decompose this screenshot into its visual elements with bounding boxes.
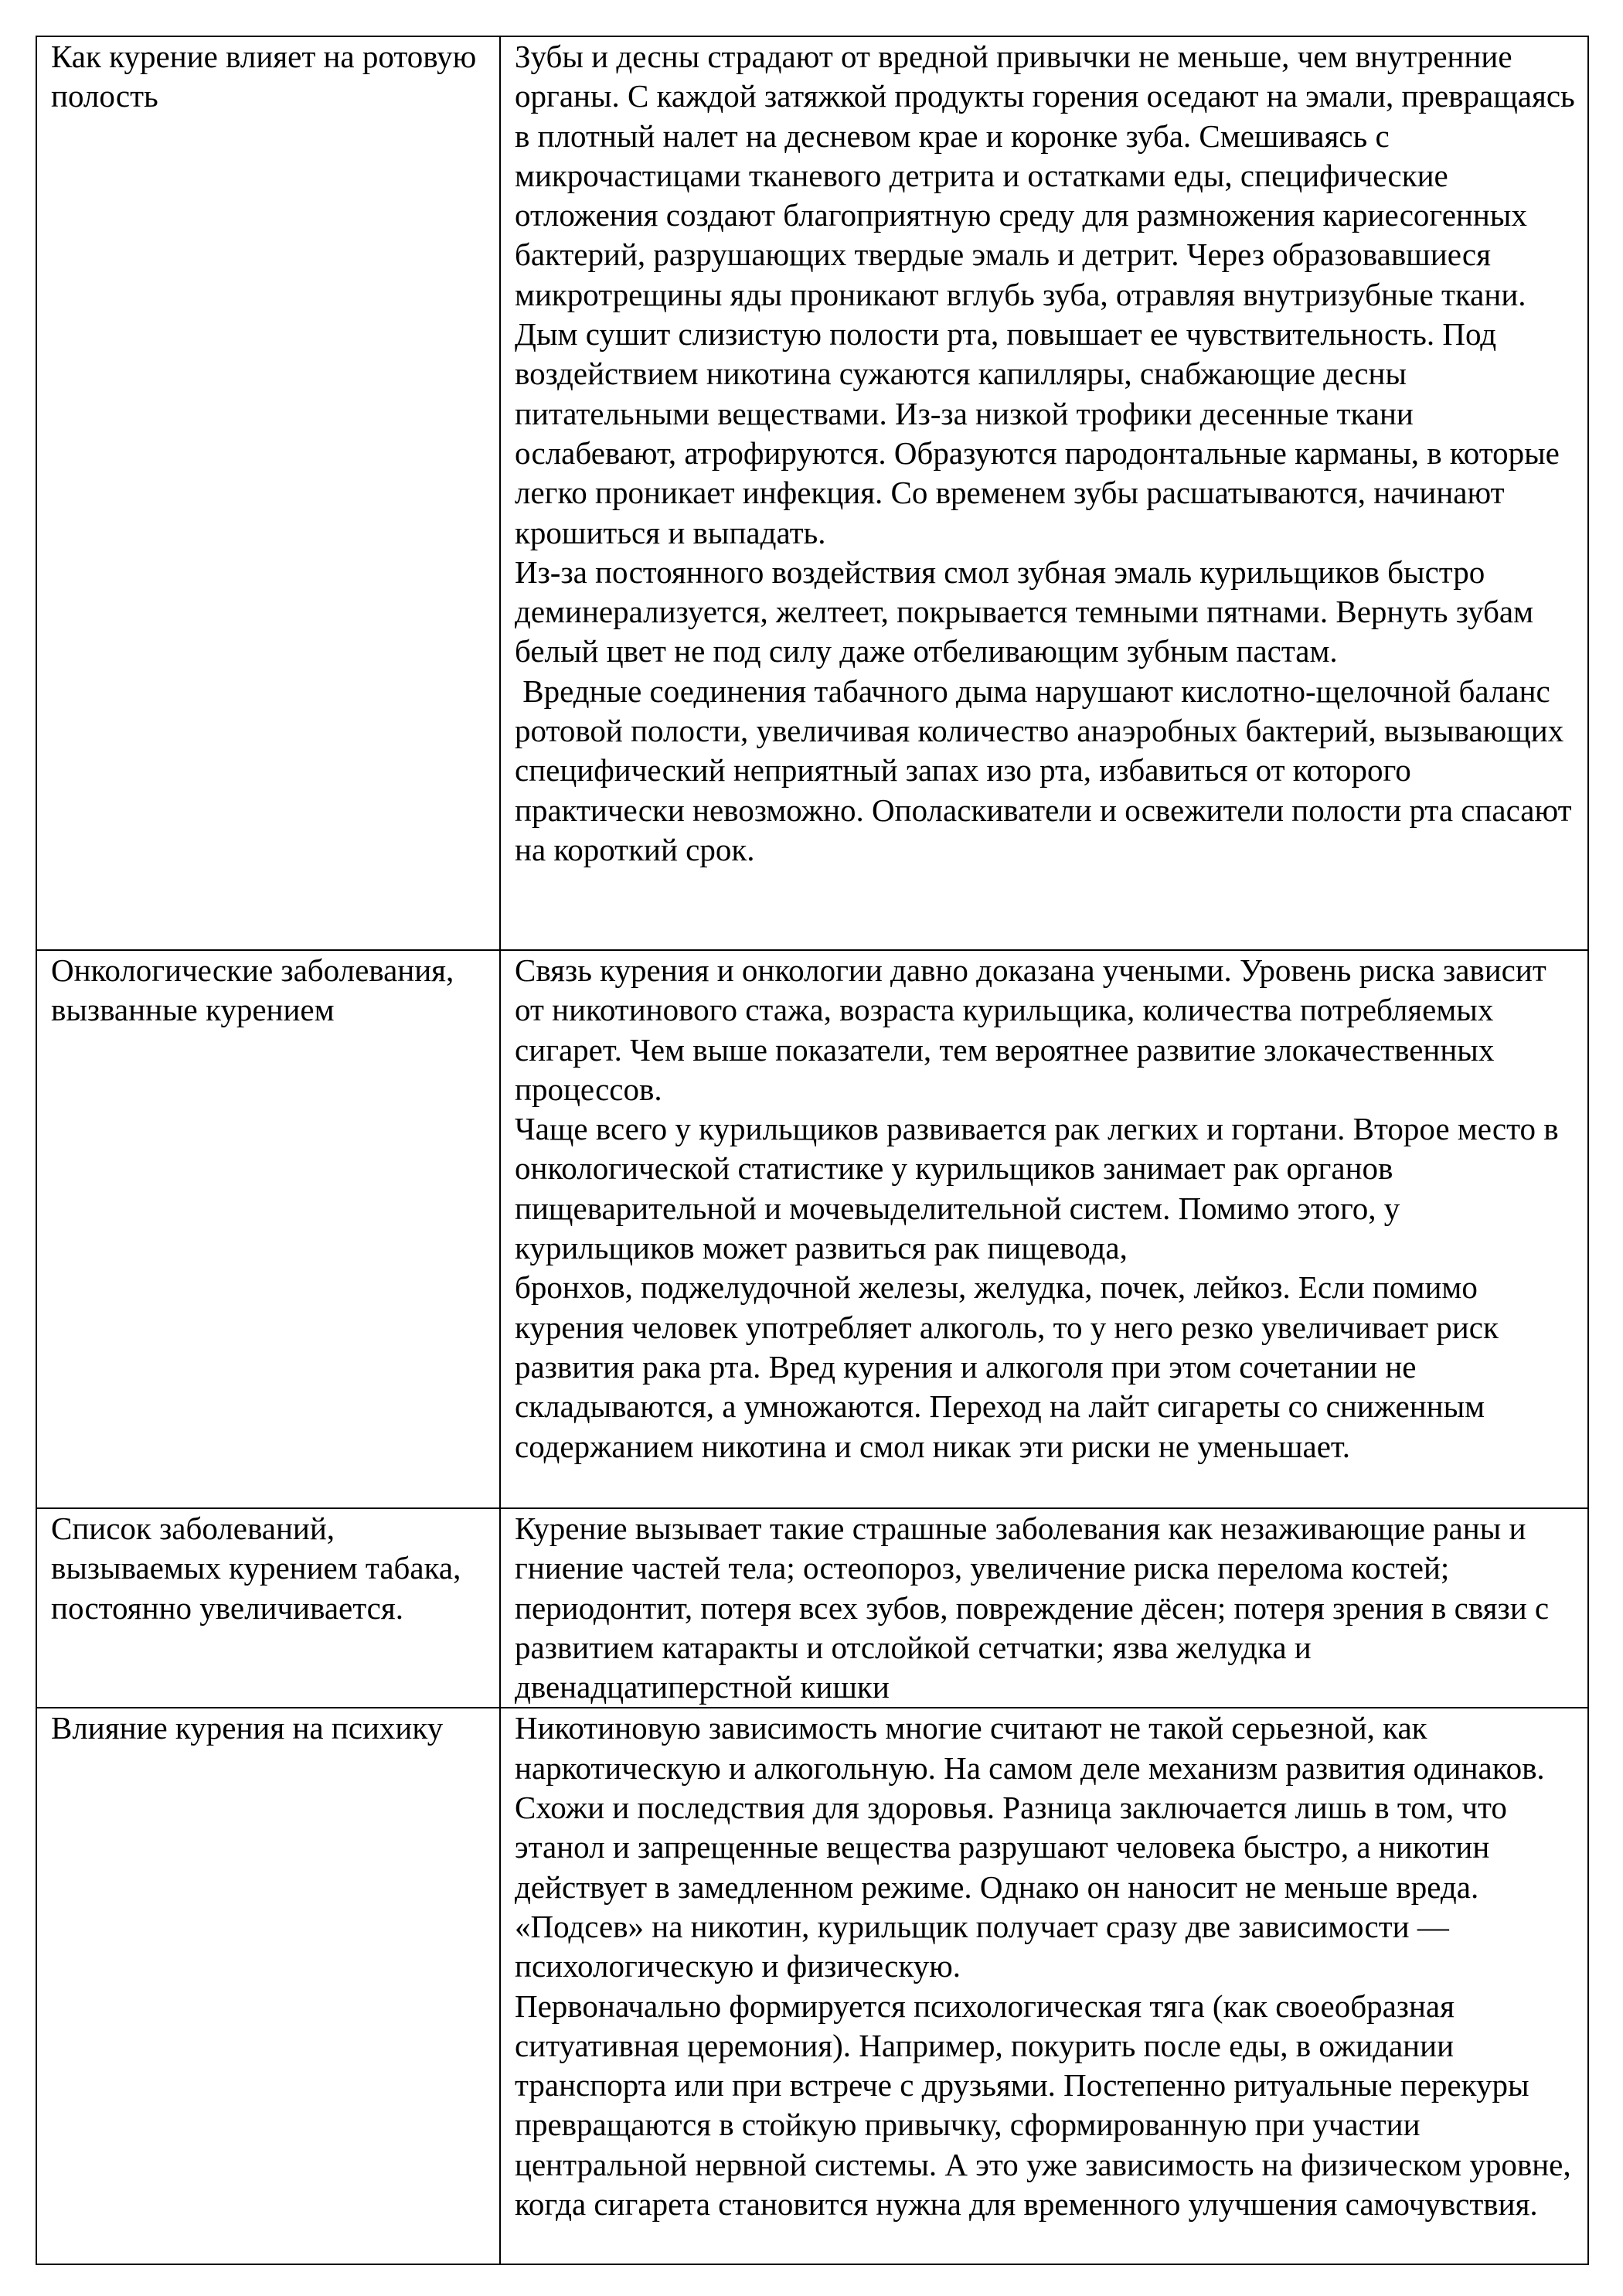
paragraph: Из-за постоянного воздействия смол зубная эмаль курильщиков быстро деминерализуется, желтеет, покрывается темными пятнами. Вернуть зубам белый цвет не под силу даже отбеливающим зубным пастам. [515,554,1534,669]
paragraph: Никотиновую зависимость многие считают не такой серьезной, как наркотическую и алкогольную. На самом деле механизм развития одинаков. Схожи и последствия для здоровья. Разница заключается лишь в том, что этанол и запрещенные вещества разрушают человека быстро, а никотин действует в замедленном режиме. Однако он наносит не меньше вреда. «Подсев» на никотин, курильщик получает сразу две зависимости — психологическую и физическую. [515,1710,1545,1984]
topic-cell [36,1708,500,2264]
topic-cell [36,36,500,950]
table-row [36,1708,1588,2264]
topic-cell [36,1508,500,1708]
paragraph: Дым сушит слизистую полости рта, повышает ее чувствительность. Под воздействием никотина сужаются капилляры, снабжающие десны питательными веществами. Из-за низкой трофики десенные ткани ослабевают, атрофируются. Образуются пародонтальные карманы, в которые легко проникает инфекция. Со временем зубы расшатываются, начинают крошиться и выпадать. [515,316,1560,550]
paragraph: Зубы и десны страдают от вредной привычки не меньше, чем внутренние органы. С каждой затяжкой продукты горения оседают на эмали, превращаясь в плотный налет на десневом крае и коронке зуба. Смешиваясь с микрочастицами тканевого детрита и остатками еды, специфические отложения создают благоприятную среду для размножения кариесогенных бактерий, разрушающих твердые эмаль и детрит. Через образовавшиеся микротрещины яды проникают вглубь зуба, отравляя внутризубные ткани. [515,39,1575,312]
description-cell [500,1508,1588,1708]
paragraph: Курение вызывает такие страшные заболевания как незаживающие раны и гниение частей тела; остеопороз, увеличение риска перелома костей; периодонтит, потеря всех зубов, повреждение дёсен; потеря зрения в связи с развитием катаракты и отслойкой сетчатки; язва желудка и двенадцатиперстной кишки [515,1511,1550,1705]
description-cell [500,1708,1588,2264]
table-row [36,1508,1588,1708]
paragraph: бронхов, поджелудочной железы, желудка, почек, лейкоз. Если помимо курения человек употребляет алкоголь, то у него резко увеличивает риск развития рака рта. Вред курения и алкоголя при этом сочетании не складываются, а умножаются. Переход на лайт сигареты со сниженным содержанием никотина и смол никак эти риски не уменьшает. [515,1269,1499,1464]
topic-text: Список заболеваний, вызываемых курением табака, постоянно увеличивается. [51,1511,461,1626]
description-cell [500,950,1588,1508]
paragraph: Связь курения и онкологии давно доказана учеными. Уровень риска зависит от никотинового стажа, возраста курильщика, количества потребляемых сигарет. Чем выше показатели, тем вероятнее развитие злокачественных процессов. [515,952,1546,1107]
table-row [36,950,1588,1508]
paragraph: Вредные соединения табачного дыма нарушают кислотно-щелочной баланс ротовой полости, увеличивая количество анаэробных бактерий, вызывающих специфический неприятный запах изо рта, избавиться от которого практически невозможно. Ополаскиватели и освежители полости рта спасают на короткий срок. [515,673,1580,867]
paragraph: Первоначально формируется психологическая тяга (как своеобразная ситуативная церемония). Например, покурить после еды, в ожидании транспорта или при встрече с друзьями. Постепенно ритуальные перекуры превращаются в стойкую привычку, сформированную при участии центральной нервной системы. А это уже зависимость на физическом уровне, когда сигарета становится нужна для временного улучшения самочувствия. [515,1988,1571,2223]
description-cell [500,36,1588,950]
table-row [36,36,1588,950]
topic-text: Как курение влияет на ротовую полость [51,39,477,114]
topic-text: Влияние курения на психику [51,1710,444,1746]
topic-text: Онкологические заболевания, вызванные курением [51,952,454,1028]
paragraph: Чаще всего у курильщиков развивается рак легких и гортани. Второе место в онкологической статистике у курильщиков занимает рак органов пищеварительной и мочевыделительной систем. Помимо этого, у курильщиков может развиться рак пищевода, [515,1111,1559,1266]
topic-cell [36,950,500,1508]
info-table [36,36,1589,2265]
